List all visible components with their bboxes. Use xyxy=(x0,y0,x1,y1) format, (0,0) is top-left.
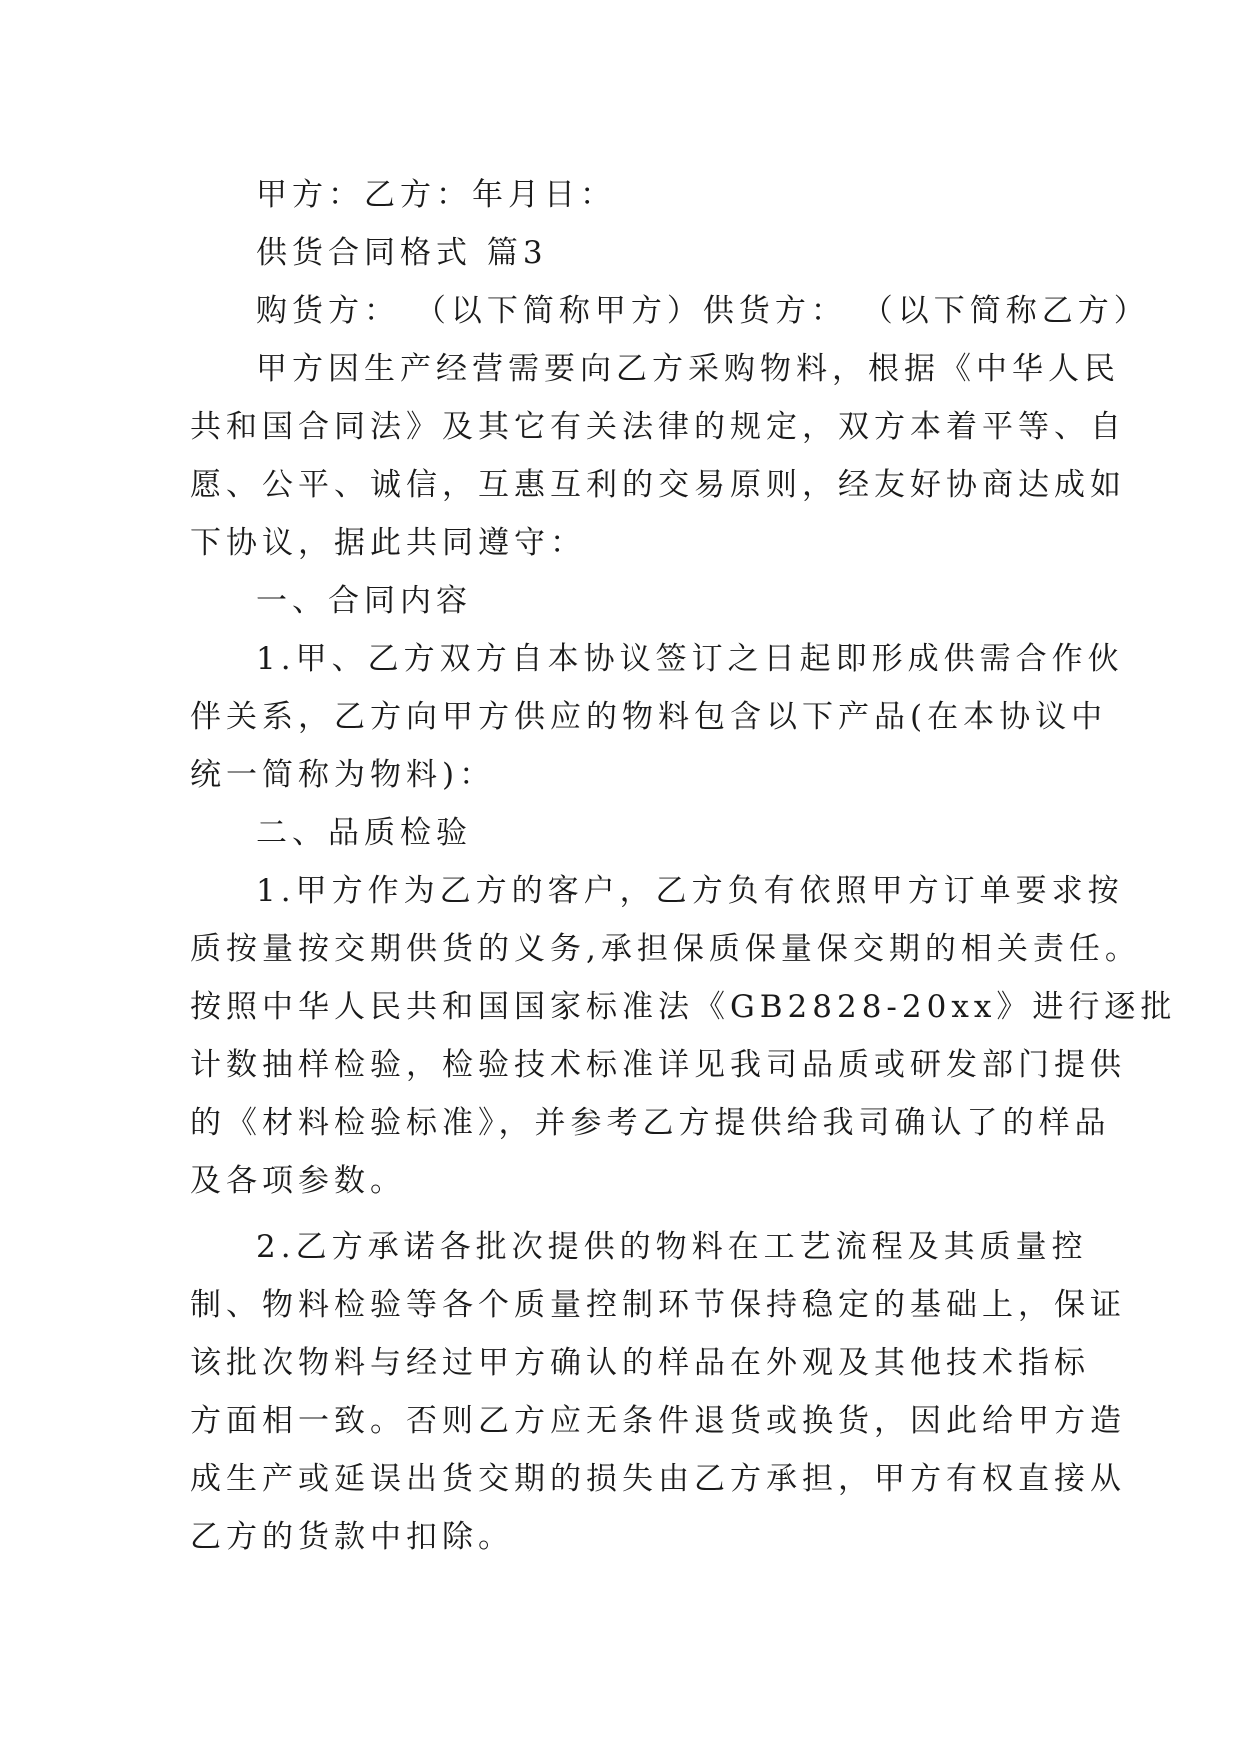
paragraph-line: 成生产或延误出货交期的损失由乙方承担，甲方有权直接从 xyxy=(190,1461,1126,1497)
paragraph-line: 方面相一致。否则乙方应无条件退货或换货，因此给甲方造 xyxy=(190,1403,1126,1439)
section-heading: 一、合同内容 xyxy=(256,583,472,619)
paragraph-line: 统一简称为物料)： xyxy=(190,757,496,793)
paragraph-line: 乙方的货款中扣除。 xyxy=(190,1519,514,1555)
document-body xyxy=(190,166,1177,1566)
paragraph-line: 及各项参数。 xyxy=(190,1163,406,1199)
paragraph-line: 该批次物料与经过甲方确认的样品在外观及其他技术指标 xyxy=(190,1345,1090,1381)
paragraph-line: 1.甲、乙方双方自本协议签订之日起即形成供需合作伙 xyxy=(256,641,1124,677)
paragraph-line: 制、物料检验等各个质量控制环节保持稳定的基础上，保证 xyxy=(190,1287,1126,1323)
section-title: 供货合同格式 篇3 xyxy=(256,235,548,271)
paragraph-line: 计数抽样检验，检验技术标准详见我司品质或研发部门提供 xyxy=(190,1047,1126,1083)
paragraph-line: 2.乙方承诺各批次提供的物料在工艺流程及其质量控 xyxy=(256,1229,1088,1265)
paragraph-line: 愿、公平、诚信，互惠互利的交易原则，经友好协商达成如 xyxy=(190,467,1126,503)
signature-line: 甲方：乙方：年月日： xyxy=(256,177,616,213)
paragraph-line: 1.甲方作为乙方的客户，乙方负有依照甲方订单要求按 xyxy=(256,873,1124,909)
paragraph-line: 按照中华人民共和国国家标准法《GB2828-20xx》进行逐批 xyxy=(190,989,1177,1025)
paragraph-line: 伴关系，乙方向甲方供应的物料包含以下产品(在本协议中 xyxy=(190,699,1108,735)
paragraph-line: 的《材料检验标准》，并参考乙方提供给我司确认了的样品 xyxy=(190,1105,1111,1141)
paragraph-line: 共和国合同法》及其它有关法律的规定，双方本着平等、自 xyxy=(190,409,1126,445)
paragraph-line: 下协议，据此共同遵守： xyxy=(190,525,586,561)
paragraph-line: 质按量按交期供货的义务,承担保质保量保交期的相关责任。 xyxy=(190,931,1141,967)
section-heading: 二、品质检验 xyxy=(256,815,472,851)
paragraph-spacer xyxy=(190,1210,1050,1218)
paragraph-line: 甲方因生产经营需要向乙方采购物料，根据《中华人民 xyxy=(256,351,1120,387)
parties-line: 购货方： （以下简称甲方）供货方： （以下简称乙方） xyxy=(256,293,1150,329)
